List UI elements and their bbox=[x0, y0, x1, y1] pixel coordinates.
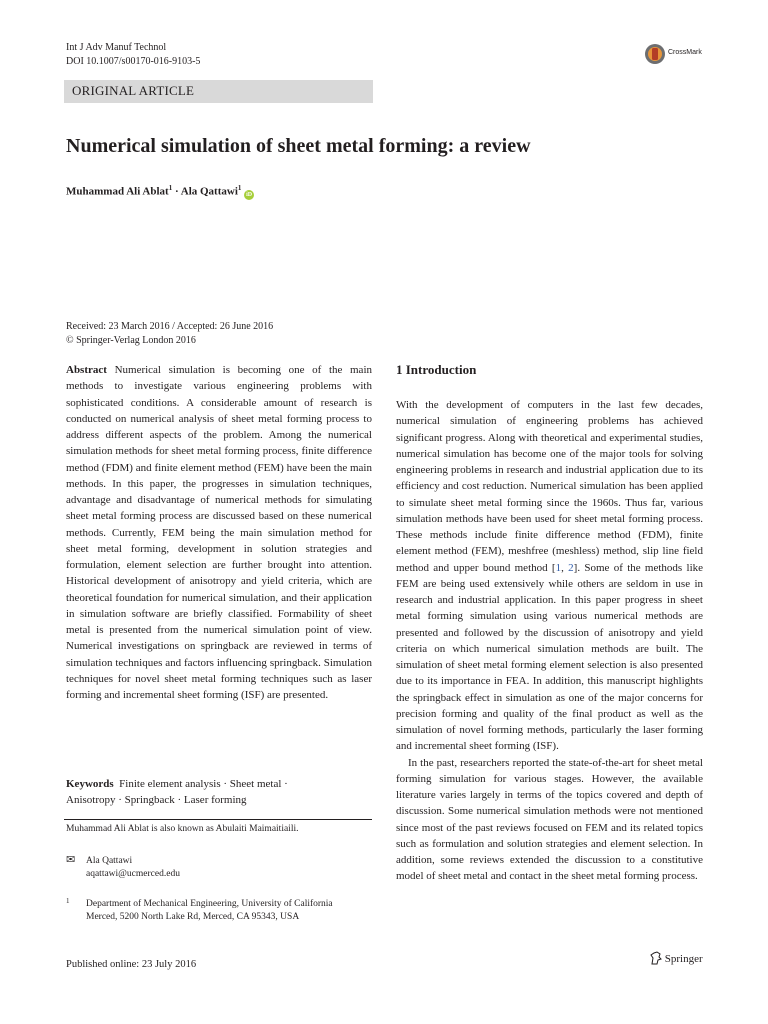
published-date: Published online: 23 July 2016 bbox=[66, 959, 197, 970]
article-type-banner bbox=[64, 80, 373, 103]
author-alias-note: Muhammad Ali Ablat is also known as Abulaiti Maimaitiaili. bbox=[66, 824, 299, 834]
contact-name: Ala Qattawi bbox=[86, 856, 133, 866]
crossmark-badge[interactable] bbox=[644, 43, 704, 65]
citation-separator: , bbox=[561, 561, 569, 574]
article-type: ORIGINAL ARTICLE bbox=[72, 83, 195, 98]
abstract-label: Abstract bbox=[66, 364, 107, 376]
intro-text: With the development of computers in the last few decades, numerical simulation of engineering problems has achieved significant progress. Along with theoretical and experimental studies, numerical simulation has become one of the major tools for solving engineering problems in research and industrial application due to its efficiency and cost reduction. Numerical simulation has been applied to simulate sheet metal forming since the 1960s. Thus far, various simulation methods have been used for sheet metal forming process. These methods include finite difference method (FDM), finite element method (FEM), meshfree (meshless) method, slip line field method and upper bound method [ bbox=[396, 399, 703, 574]
article-title: Numerical simulation of sheet metal forming: a review bbox=[66, 135, 531, 157]
keywords-line-1: Finite element analysis · Sheet metal · bbox=[119, 778, 288, 790]
introduction-body bbox=[396, 397, 703, 885]
affiliation-marker: 1 bbox=[168, 184, 173, 192]
affiliation-line-2: Merced, 5200 North Lake Rd, Merced, CA 95343, USA bbox=[86, 912, 300, 922]
citation-link[interactable]: 1 bbox=[555, 561, 562, 574]
intro-paragraph-1 bbox=[396, 397, 703, 755]
keywords-label: Keywords bbox=[66, 778, 114, 790]
publisher-logo bbox=[650, 951, 703, 965]
abstract-text: Numerical simulation is becoming one of the main methods to investigate various engineering problems with sophisticated conditions. A considerable amount of research is conducted on numerical analysis of sheet metal forming process to address different aspects of the problem. Among the numerical simulation methods for sheet metal forming process, finite difference method (FDM) and finite element method (FEM) have been the main methods. In this paper, the progresses in simulation techniques, advantage and disadvantage of numerical methods for simulating sheet metal forming process are discussed based on these numerical methods. Currently, FEM being the main simulation method for sheet metal forming, development in solution strategies and formulation, element selection are further brought into attention. Historical development of anisotropy and yield criteria, which are theoretical foundation for numerical simulation, and their application in simulation software are briefly classified. Formability of sheet metal is presented from the numerical simulation point of view. Numerical investigations on springback are reviewed in terms of simulation techniques and factors influencing springback. Simulation techniques for novel sheet metal forming techniques such as laser forming and incremental sheet forming (ISF) are presented. bbox=[66, 364, 372, 701]
section-heading: 1 Introduction bbox=[396, 362, 477, 377]
intro-paragraph-2: In the past, researchers reported the state-of-the-art for sheet metal forming simulation for various stages. However, the available literature varies largely in terms of the topics covered and depth of discussion. Some numerical simulation methods were not mentioned since most of the past reviews focused on FEM and its related topics such as formulation and solution strategies and element selection. In addition, some reviews extended the discussion to a constitutive model of sheet metal and contact in the sheet metal forming process. bbox=[396, 756, 703, 883]
crossmark-label: CrossMark bbox=[668, 49, 702, 56]
article-dates bbox=[66, 320, 273, 348]
affiliation-marker: 1 bbox=[237, 184, 242, 192]
contact-email[interactable]: aqattawi@ucmerced.edu bbox=[86, 869, 180, 879]
publisher-name: Springer bbox=[664, 953, 703, 965]
crossmark-icon bbox=[644, 43, 666, 65]
affiliation-number: 1 bbox=[66, 897, 70, 905]
springer-horse-icon bbox=[650, 951, 662, 965]
abstract bbox=[66, 362, 372, 703]
doi[interactable]: DOI 10.1007/s00170-016-9103-5 bbox=[66, 56, 201, 67]
author-list bbox=[66, 184, 254, 200]
received-accepted: Received: 23 March 2016 / Accepted: 26 June 2016 bbox=[66, 321, 274, 332]
author-separator: · bbox=[172, 185, 181, 198]
footnote-divider bbox=[64, 819, 372, 820]
journal-name: Int J Adv Manuf Technol bbox=[66, 42, 167, 53]
envelope-icon: ✉ bbox=[66, 854, 76, 866]
author-name[interactable]: Muhammad Ali Ablat bbox=[66, 185, 169, 198]
affiliation bbox=[66, 898, 333, 924]
affiliation-line-1: Department of Mechanical Engineering, University of California bbox=[86, 899, 333, 909]
author-name[interactable]: Ala Qattawi bbox=[180, 185, 238, 198]
keywords-line-2: Anisotropy · Springback · Laser forming bbox=[66, 794, 247, 806]
copyright: © Springer-Verlag London 2016 bbox=[66, 335, 196, 346]
intro-text: ]. Some of the methods like FEM are being used extensively while others are seldom in use in research and industrial application. In this paper progress in sheet metal forming simulation using various numerical methods are presented and followed by the discussion of anisotropy and yield criteria on which numerical simulation methods are built. The simulation of sheet metal forming element selection is also presented due to its importance in FEA. In addition, this manuscript highlights the springback effect in simulation as one of the major concerns for precision forming and quality of the final product as well as the simulation of novel forming methods, particularly the laser forming and incremental sheet forming (ISF). bbox=[396, 561, 704, 753]
keywords bbox=[66, 776, 372, 808]
orcid-icon[interactable]: iD bbox=[246, 191, 253, 198]
citation-link[interactable]: 2 bbox=[568, 561, 574, 574]
corresponding-author bbox=[66, 855, 180, 881]
